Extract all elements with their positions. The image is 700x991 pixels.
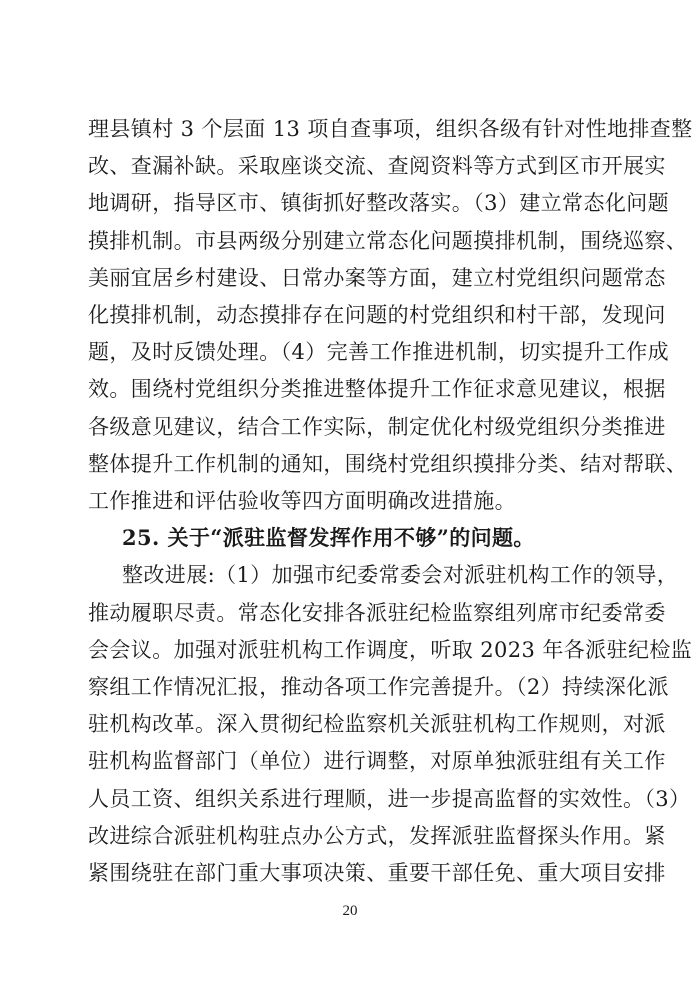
text-line: 推动履职尽责。常态化安排各派驻纪检监察组列席市纪委常委 [88, 600, 666, 625]
text-line: 紧围绕驻在部门重大事项决策、重要干部任免、重大项目安排 [88, 861, 666, 885]
text-line: 理县镇村 3 个层面 13 项自查事项，组织各级有针对性地排查整 [88, 117, 693, 141]
page-number: 20 [342, 903, 358, 919]
text-line: 驻机构监督部门（单位）进行调整，对原单独派驻组有关工作 [88, 749, 666, 774]
text-line: 美丽宜居乡村建设、日常办案等方面，建立村党组织问题常态 [88, 265, 666, 290]
text-line: 会会议。加强对派驻机构工作调度，听取 2023 年各派驻纪检监 [88, 637, 693, 662]
paragraph-first-line: 整改进展:（1）加强市纪委常委会对派驻机构工作的领导， [122, 563, 679, 588]
text-line: 题，及时反馈处理。（4）完善工作推进机制，切实提升工作成 [88, 340, 670, 365]
text-line: 摸排机制。市县两级分别建立常态化问题摸排机制，围绕巡察、 [88, 228, 688, 253]
text-line: 各级意见建议，结合工作实际，制定优化村级党组织分类推进 [88, 414, 666, 439]
text-line: 地调研，指导区市、镇街抓好整改落实。（3）建立常态化问题 [88, 191, 670, 216]
text-line: 驻机构改革。深入贯彻纪检监察机关派驻机构工作规则，对派 [88, 712, 666, 737]
text-line: 整体提升工作机制的通知，围绕村党组织摸排分类、结对帮联、 [88, 451, 688, 476]
text-line: 化摸排机制，动态摸排存在问题的村党组织和村干部，发现问 [88, 303, 666, 327]
text-line: 察组工作情况汇报，推动各项工作完善提升。（2）持续深化派 [88, 675, 670, 699]
section-heading: 25. 关于“派驻监督发挥作用不够”的问题。 [122, 525, 535, 551]
text-line: 工作推进和评估验收等四方面明确改进措施。 [88, 489, 516, 513]
text-line: 改、查漏补缺。采取座谈交流、查阅资料等方式到区市开展实 [88, 154, 666, 179]
text-line: 人员工资、组织关系进行理顺，进一步提高监督的实效性。（3） [88, 786, 691, 811]
text-line: 改进综合派驻机构驻点办公方式，发挥派驻监督探头作用。紧 [88, 823, 666, 848]
text-line: 效。围绕村党组织分类推进整体提升工作征求意见建议，根据 [88, 377, 666, 402]
